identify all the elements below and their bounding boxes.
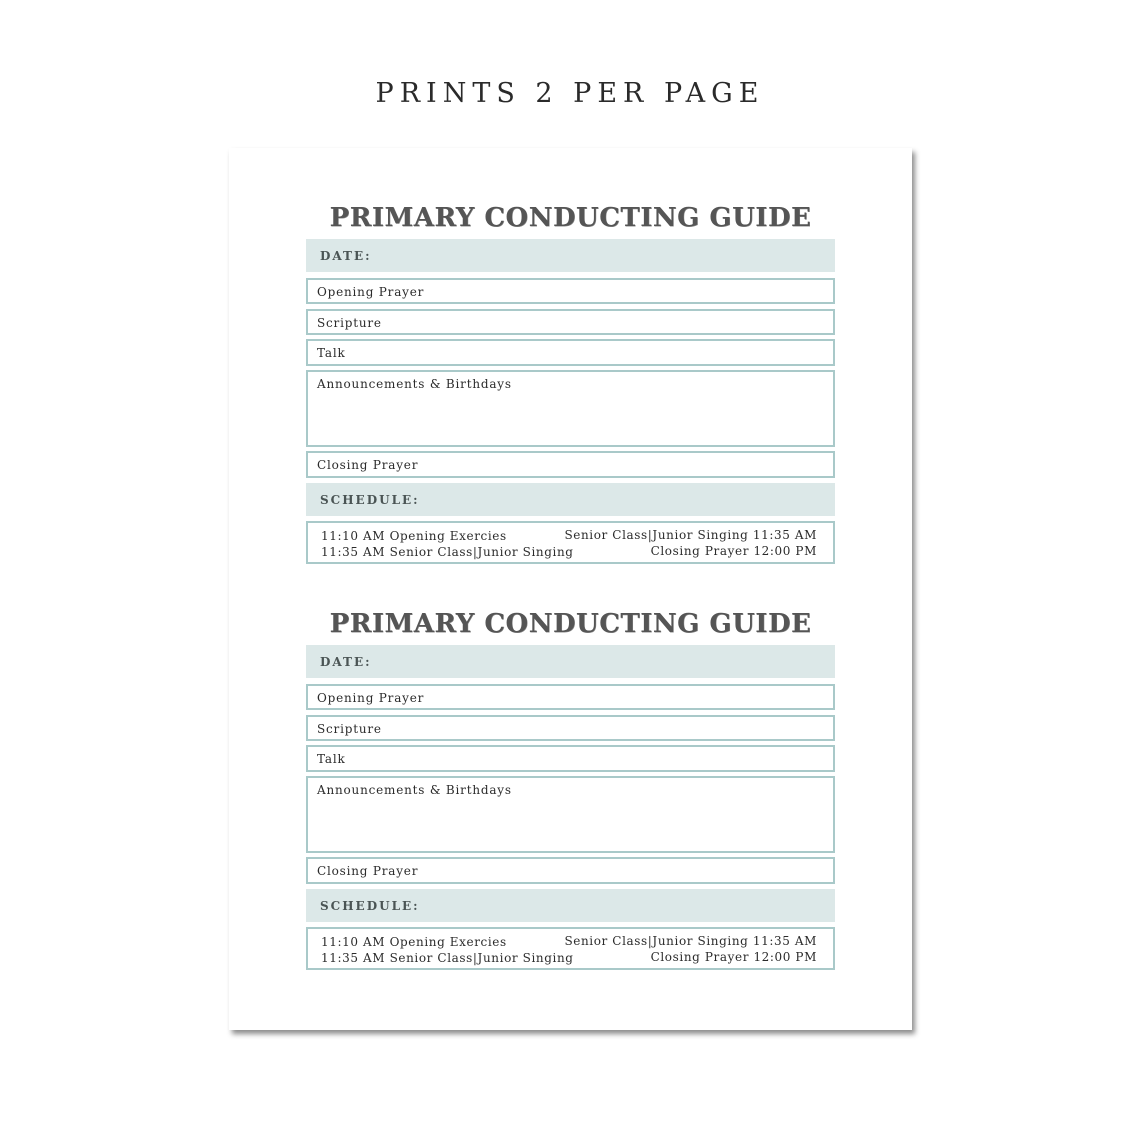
date-band (306, 645, 835, 678)
date-band (306, 239, 835, 272)
schedule-band (306, 889, 835, 922)
schedule-box (306, 927, 835, 970)
schedule-label: SCHEDULE: (320, 898, 420, 913)
page-heading: PRINTS 2 PER PAGE (375, 78, 765, 109)
field-scripture[interactable]: Scripture (306, 309, 835, 335)
schedule-box (306, 521, 835, 564)
schedule-left-column (321, 528, 574, 560)
schedule-right-column (564, 527, 817, 559)
date-label: DATE: (320, 654, 372, 669)
schedule-item: Closing Prayer 12:00 PM (650, 544, 817, 558)
field-opening-prayer[interactable]: Opening Prayer (306, 684, 835, 710)
field-announcements[interactable]: Announcements & Birthdays (306, 776, 835, 853)
schedule-item: Closing Prayer 12:00 PM (650, 950, 817, 964)
field-talk[interactable]: Talk (306, 745, 835, 772)
schedule-band (306, 483, 835, 516)
field-closing-prayer[interactable]: Closing Prayer (306, 857, 835, 884)
field-announcements[interactable]: Announcements & Birthdays (306, 370, 835, 447)
field-talk[interactable]: Talk (306, 339, 835, 366)
field-opening-prayer[interactable]: Opening Prayer (306, 278, 835, 304)
schedule-left-column (321, 934, 574, 966)
schedule-right-column (564, 933, 817, 965)
field-scripture[interactable]: Scripture (306, 715, 835, 741)
date-label: DATE: (320, 248, 372, 263)
guide-title: PRIMARY CONDUCTING GUIDE (329, 609, 812, 639)
schedule-item: 11:10 AM Opening Exercies (321, 935, 507, 949)
schedule-label: SCHEDULE: (320, 492, 420, 507)
guide-title: PRIMARY CONDUCTING GUIDE (329, 203, 812, 233)
schedule-item: 11:10 AM Opening Exercies (321, 529, 507, 543)
field-closing-prayer[interactable]: Closing Prayer (306, 451, 835, 478)
schedule-item: Senior Class|Junior Singing 11:35 AM (564, 528, 817, 542)
schedule-item: 11:35 AM Senior Class|Junior Singing (321, 545, 574, 559)
schedule-item: Senior Class|Junior Singing 11:35 AM (564, 934, 817, 948)
schedule-item: 11:35 AM Senior Class|Junior Singing (321, 951, 574, 965)
printable-sheet (229, 148, 912, 1030)
